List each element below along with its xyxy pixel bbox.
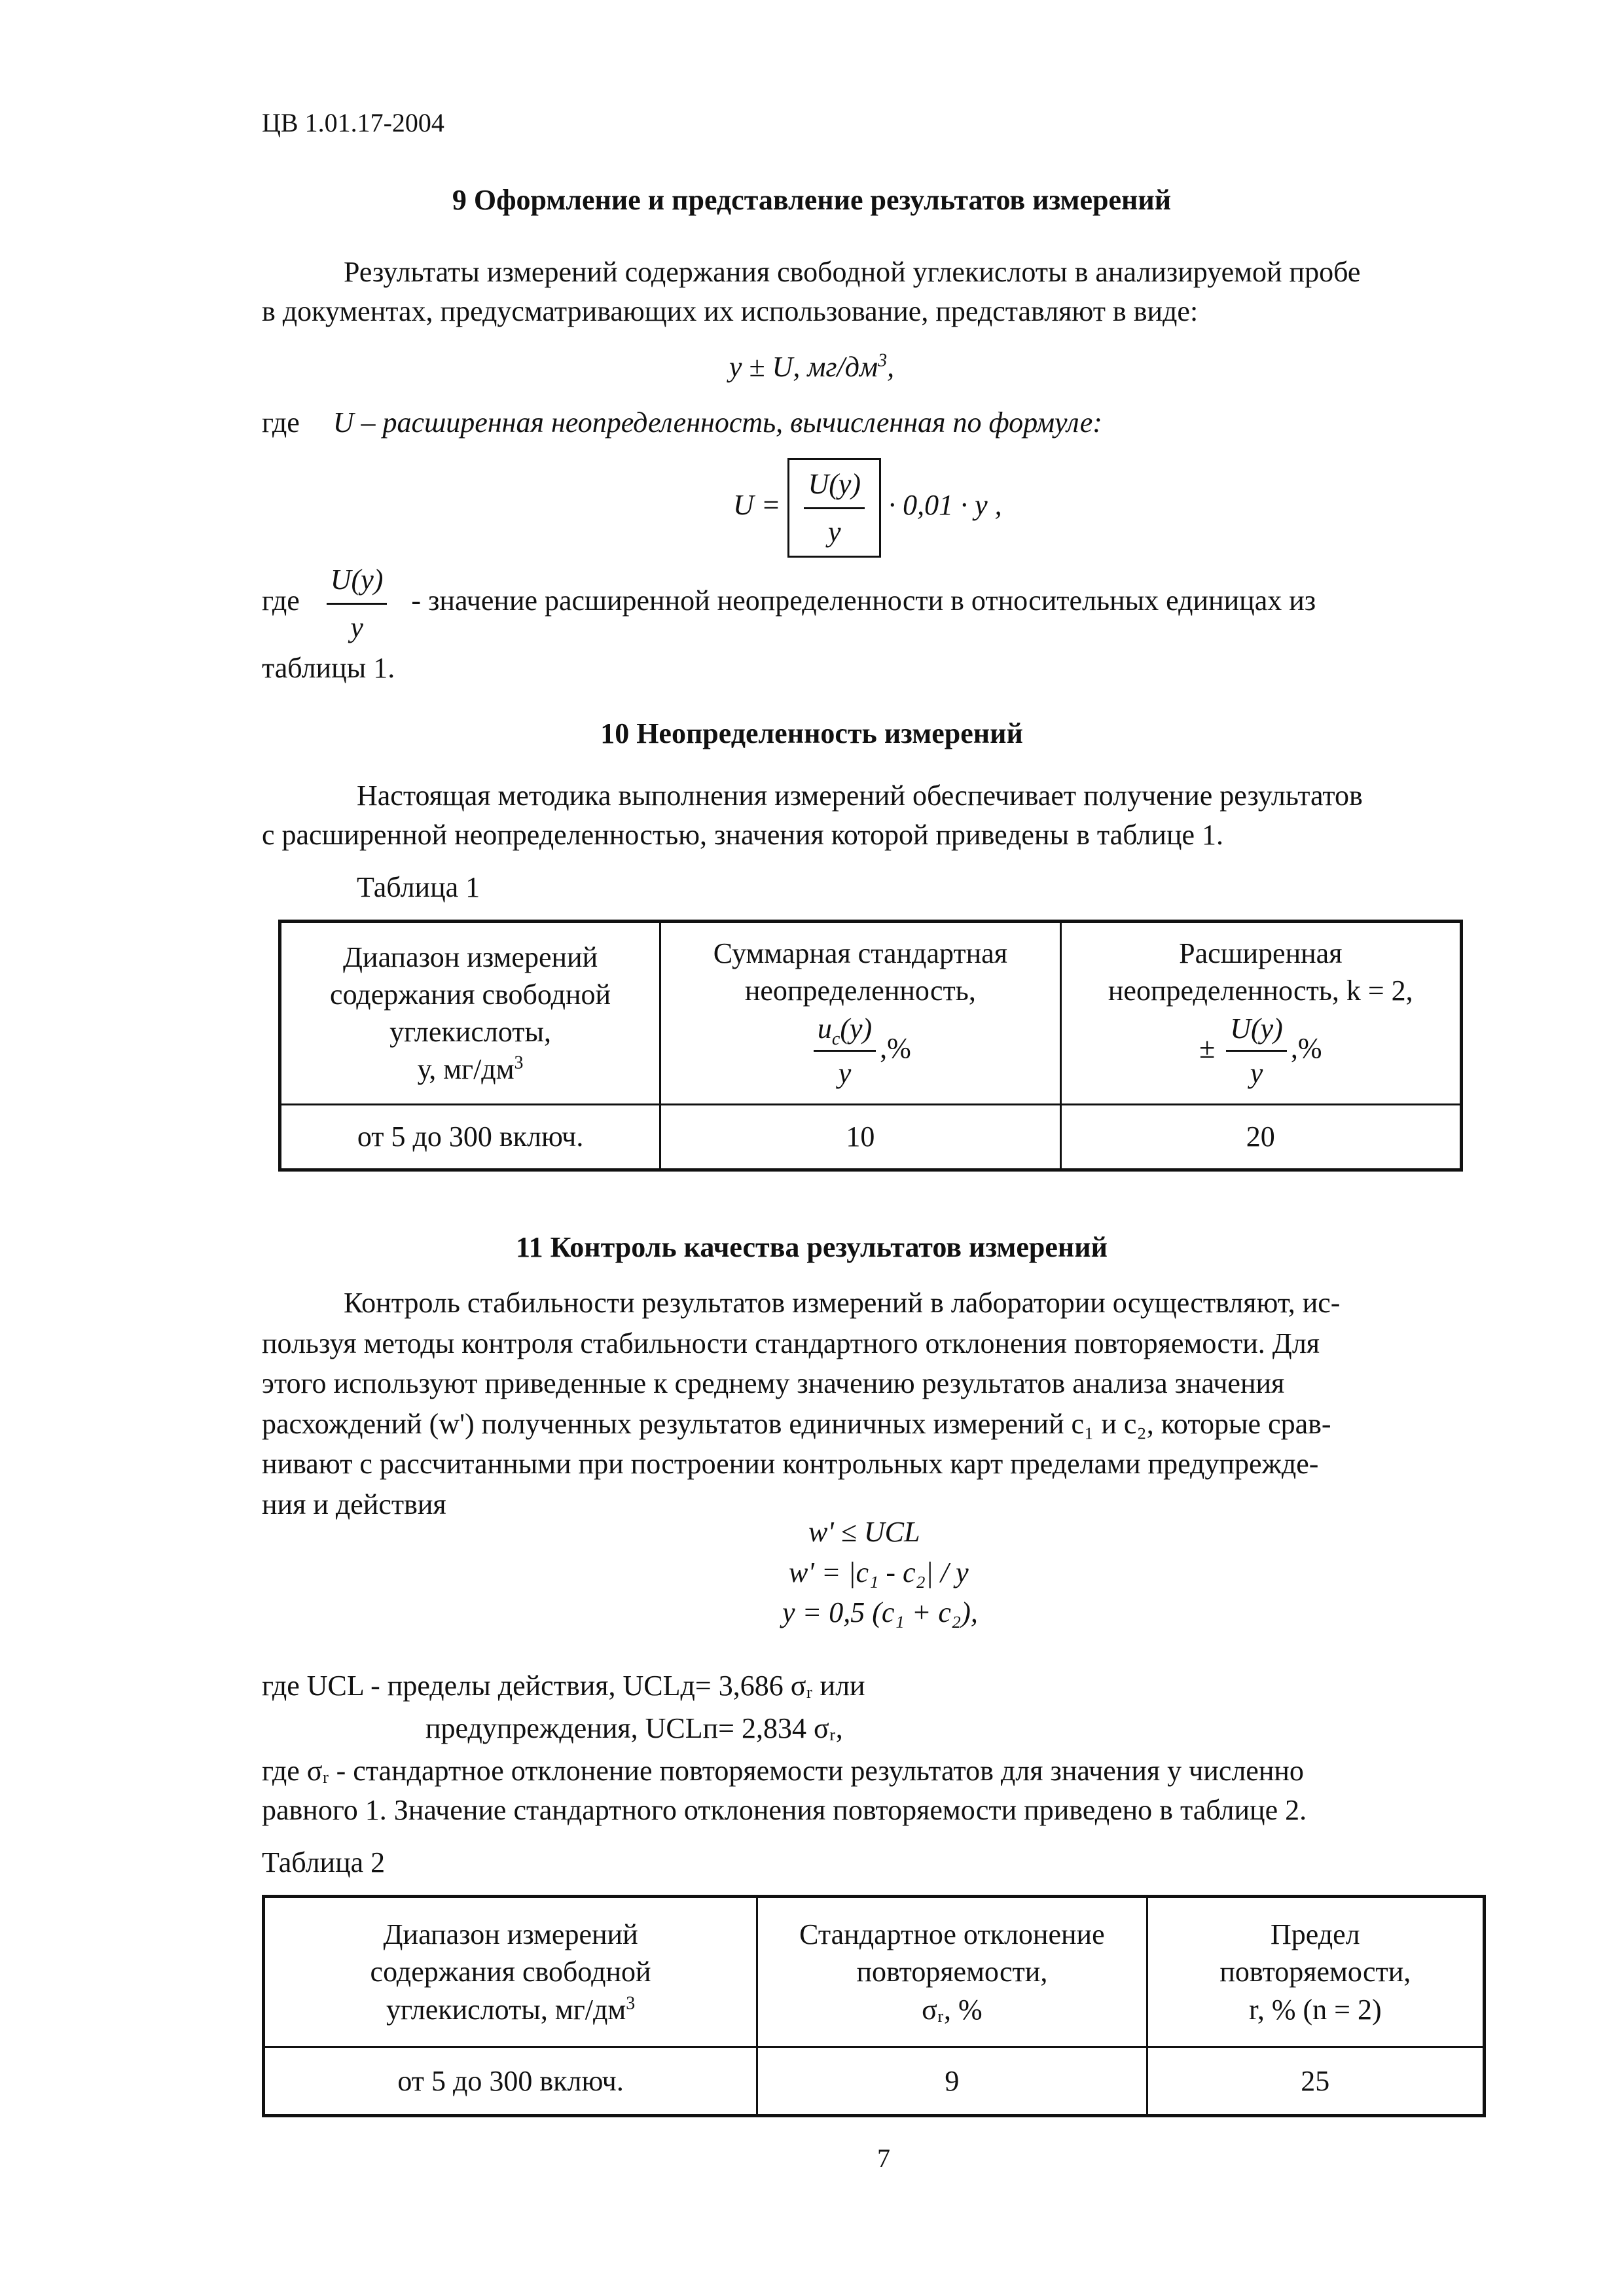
table-1-cell-range: от 5 до 300 включ. bbox=[280, 1105, 660, 1170]
table-2-header-range-l3-text: углекислоты, мг/дм bbox=[386, 1993, 626, 2026]
table-2-header-range-l2: содержания свободной bbox=[370, 1956, 651, 1988]
formula-uncertainty-lhs: U = bbox=[733, 489, 781, 522]
table-2-header-range bbox=[264, 1897, 757, 2047]
table-1-header-expanded-fraction bbox=[1226, 1010, 1287, 1092]
section-10-title: 10 Неопределенность измерений bbox=[600, 717, 1023, 749]
table-1-combined-num-sub: c bbox=[831, 1028, 840, 1049]
table-2-header-range-l1: Диапазон измерений bbox=[383, 1918, 638, 1951]
table-1-row bbox=[280, 1105, 1462, 1170]
where-ucl-1: где UCL - пределы действия, UCLд= 3,686 σᵣ или bbox=[262, 1670, 865, 1702]
where-2-text: - значение расширенной неопределенности в относительных единицах из bbox=[411, 584, 1316, 617]
section-10-para-line-2: с расширенной неопределенностью, значения которой приведены в таблице 1. bbox=[262, 819, 1224, 851]
table-1-header-expanded-l2: неопределенность, k = 2, bbox=[1108, 975, 1413, 1007]
section-11-equations bbox=[782, 1512, 978, 1633]
section-11-line-3: этого используют приведенные к среднему значению результатов анализа значения bbox=[262, 1367, 1285, 1400]
section-9-para-line-1: Результаты измерений содержания свободной углекислоты в анализируемой пробе bbox=[344, 256, 1361, 288]
table-2-header-limit-l1: Предел bbox=[1271, 1918, 1360, 1951]
table-2 bbox=[262, 1895, 1486, 2117]
table-2-header-limit bbox=[1147, 1897, 1484, 2047]
table-1-cell-expanded: 20 bbox=[1060, 1105, 1461, 1170]
formula-uncertainty-rhs: · 0,01 · y , bbox=[888, 489, 1002, 522]
where-1 bbox=[262, 403, 1102, 443]
table-1-header-combined-uncertainty bbox=[660, 922, 1060, 1105]
section-11-line-1: Контроль стабильности результатов измерений в лаборатории осуществляют, ис- bbox=[344, 1287, 1341, 1319]
equation-y-mean: y = 0,5 (c₁ + c₂), bbox=[782, 1596, 978, 1629]
table-1-header-combined-unit: ,% bbox=[880, 1031, 911, 1064]
equation-w-le-ucl: w' ≤ UCL bbox=[808, 1516, 920, 1548]
table-1-header-combined-num bbox=[814, 1010, 876, 1052]
table-1 bbox=[278, 920, 1463, 1172]
table-1-cell-combined: 10 bbox=[660, 1105, 1060, 1170]
table-1-header-expanded-uncertainty bbox=[1060, 922, 1461, 1105]
table-2-header-row bbox=[264, 1897, 1485, 2047]
where-2-num: U(y) bbox=[327, 560, 388, 605]
equation-w-def: w' = |c₁ - c₂| / y bbox=[789, 1556, 969, 1588]
table-1-header-range-l4-text: у, мг/дм bbox=[417, 1053, 514, 1086]
where-2 bbox=[262, 560, 1316, 647]
section-11-title: 11 Контроль качества результатов измерений bbox=[516, 1231, 1108, 1263]
section-9-para-line-2: в документах, предусматривающих их использование, представляют в виде: bbox=[262, 295, 1199, 327]
formula-result-tail: , bbox=[887, 351, 895, 383]
section-11-paragraph bbox=[262, 1283, 1492, 1525]
table-1-header-range-l3: углекислоты, bbox=[389, 1016, 552, 1048]
table-2-row bbox=[264, 2047, 1485, 2116]
table-2-header-sigma-l3: σᵣ, % bbox=[922, 1993, 983, 2026]
table-2-header-sigma bbox=[757, 1897, 1147, 2047]
section-11-line-2: пользуя методы контроля стабильности стандартного отклонения повторяемости. Для bbox=[262, 1327, 1320, 1359]
formula-uncertainty-fraction bbox=[804, 464, 865, 552]
table-1-caption: Таблица 1 bbox=[357, 871, 480, 903]
table-1-header-combined-fraction bbox=[814, 1010, 876, 1092]
table-2-caption: Таблица 2 bbox=[262, 1846, 386, 1878]
where-2-den: y bbox=[350, 611, 363, 643]
where-2-prefix: где bbox=[262, 584, 300, 617]
formula-result-text: y ± U, мг/дм bbox=[729, 351, 878, 383]
formula-result bbox=[262, 347, 1362, 387]
where-sigma-1: где σᵣ - стандартное отклонение повторяемости результатов для значения у численно bbox=[262, 1755, 1304, 1787]
table-2-cell-limit: 25 bbox=[1147, 2047, 1484, 2116]
formula-result-sup: 3 bbox=[878, 350, 888, 371]
table-2-header-range-sup: 3 bbox=[626, 1992, 636, 2013]
section-11-line-5: нивают с рассчитанными при построении контрольных карт пределами предупрежде- bbox=[262, 1448, 1319, 1480]
table-1-header-combined-den: y bbox=[838, 1056, 852, 1089]
table-1-header-range-l4 bbox=[292, 1050, 649, 1088]
table-2-cell-sigma: 9 bbox=[757, 2047, 1147, 2116]
table-2-cell-range: от 5 до 300 включ. bbox=[264, 2047, 757, 2116]
table-1-combined-num-u: u bbox=[817, 1012, 832, 1045]
table-2-header-sigma-l1: Стандартное отклонение bbox=[799, 1918, 1105, 1951]
table-1-header-expanded-den: y bbox=[1250, 1056, 1263, 1089]
table-2-header-limit-l3: r, % (n = 2) bbox=[1248, 1993, 1382, 2026]
where-1-text: U – расширенная неопределенность, вычисленная по формуле: bbox=[333, 406, 1102, 439]
where-2-continued: таблицы 1. bbox=[262, 652, 395, 684]
section-11-line-4: расхождений (w') полученных результатов единичных измерений c₁ и c₂, которые срав- bbox=[262, 1407, 1331, 1440]
formula-uncertainty-num: U(y) bbox=[804, 464, 865, 509]
section-11-line-6: ния и действия bbox=[262, 1488, 446, 1520]
table-2-header-sigma-l2: повторяемости, bbox=[856, 1956, 1048, 1988]
document-code: ЦВ 1.01.17-2004 bbox=[262, 108, 444, 137]
formula-uncertainty-den: y bbox=[828, 515, 841, 548]
table-1-header-range-l1: Диапазон измерений bbox=[343, 941, 598, 973]
section-10-para-line-1: Настоящая методика выполнения измерений обеспечивает получение результатов bbox=[357, 780, 1363, 812]
section-9-title: 9 Оформление и представление результатов измерений bbox=[452, 184, 1172, 216]
where-sigma-2: равного 1. Значение стандартного отклонения повторяемости приведено в таблице 2. bbox=[262, 1794, 1307, 1826]
table-1-header-expanded-formula bbox=[1072, 1010, 1449, 1092]
table-1-header-combined-l2: неопределенность, bbox=[744, 975, 976, 1007]
table-2-header-limit-l2: повторяемости, bbox=[1219, 1956, 1411, 1988]
table-1-header-combined-l1: Суммарная стандартная bbox=[713, 937, 1007, 970]
table-1-header-expanded-num: U(y) bbox=[1226, 1010, 1287, 1052]
table-2-header-range-l3 bbox=[276, 1991, 746, 2028]
table-1-header-expanded-l1: Расширенная bbox=[1179, 937, 1343, 970]
table-1-header-combined-formula bbox=[672, 1010, 1049, 1092]
table-1-header-range bbox=[280, 922, 660, 1105]
formula-uncertainty bbox=[733, 458, 1002, 558]
where-2-fraction bbox=[327, 560, 388, 647]
table-1-header-range-l2: содержания свободной bbox=[330, 978, 611, 1011]
table-1-header-row bbox=[280, 922, 1462, 1105]
formula-uncertainty-bracket bbox=[787, 458, 881, 558]
table-1-combined-num-tail: (y) bbox=[840, 1012, 873, 1045]
table-1-header-expanded-unit: ,% bbox=[1290, 1031, 1322, 1064]
where-ucl-2: предупреждения, UCLп= 2,834 σᵣ, bbox=[425, 1712, 843, 1744]
table-1-header-expanded-pm: ± bbox=[1199, 1031, 1216, 1064]
page-number: 7 bbox=[877, 2144, 890, 2173]
where-1-prefix: где bbox=[262, 406, 300, 439]
table-1-header-range-sup: 3 bbox=[514, 1052, 524, 1073]
